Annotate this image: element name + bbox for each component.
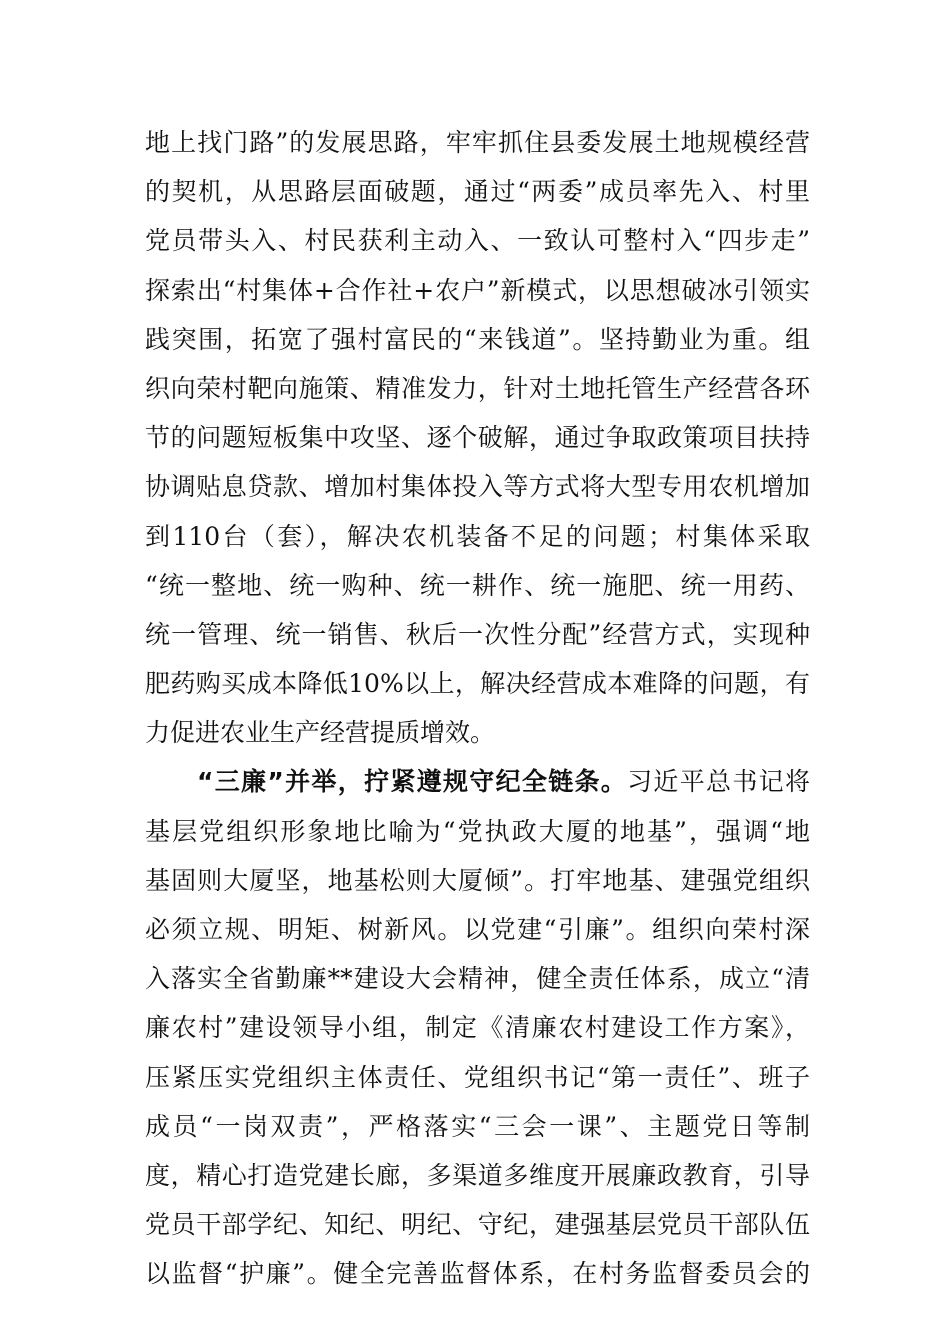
paragraph-2 [145, 757, 810, 1298]
paragraph-line: 织向荣村靶向施策、精准发力，针对土地托管生产经营各环 [145, 373, 810, 403]
paragraph-line: 必须立规、明矩、树新风。以党建“引廉”。组织向荣村深 [145, 915, 810, 944]
paragraph-line-rest: 习近平总书记将 [627, 767, 810, 797]
paragraph-line: 入落实全省勤廉**建设大会精神，健全责任体系，成立“清 [145, 964, 810, 994]
paragraph-1 [145, 118, 810, 757]
paragraph-line: 党员干部学纪、知纪、明纪、守纪，建强基层党员干部队伍 [145, 1210, 810, 1240]
paragraph-line: “统一整地、统一购种、统一耕作、统一施肥、统一用药、 [145, 570, 810, 600]
section-heading: “三廉”并举，拧紧遵规守纪全链条。 [197, 767, 628, 797]
paragraph-line: 协调贴息贷款、增加村集体投入等方式将大型专用农机增加 [145, 472, 810, 502]
paragraph-line: 成员“一岗双责”，严格落实“三会一课”、主题党日等制 [145, 1111, 810, 1141]
paragraph-line: 践突围，拓宽了强村富民的“来钱道”。坚持勤业为重。组 [145, 324, 810, 354]
paragraph-line: 压紧压实党组织主体责任、党组织书记“第一责任”、班子 [145, 1062, 810, 1092]
paragraph-line: 地上找门路”的发展思路，牢牢抓住县委发展土地规模经营 [145, 128, 810, 157]
paragraph-line: 度，精心打造党建长廊，多渠道多维度开展廉政教育，引导 [145, 1160, 810, 1190]
document-body [145, 118, 810, 1299]
paragraph-line: 基层党组织形象地比喻为“党执政大厦的地基”，强调“地 [145, 816, 810, 846]
paragraph-line: 统一管理、统一销售、秋后一次性分配”经营方式，实现种 [145, 619, 810, 649]
paragraph-line: 党员带头入、村民获利主动入、一致认可整村入“四步走” [145, 226, 810, 256]
paragraph-line: 节的问题短板集中攻坚、逐个破解，通过争取政策项目扶持 [145, 423, 810, 453]
paragraph-line: 的契机，从思路层面破题，通过“两委”成员率先入、村里 [145, 177, 810, 207]
paragraph-line: 力促进农业生产经营提质增效。 [145, 718, 496, 748]
paragraph-line: 肥药购买成本降低10%以上，解决经营成本难降的问题，有 [145, 669, 810, 699]
paragraph-first-line [145, 757, 810, 806]
paragraph-line: 基固则大厦坚，地基松则大厦倾”。打牢地基、建强党组织 [145, 865, 810, 895]
paragraph-line: 廉农村”建设领导小组，制定《清廉农村建设工作方案》， [145, 1013, 810, 1043]
paragraph-line: 探索出“村集体+合作社+农户”新模式，以思想破冰引领实 [145, 275, 810, 305]
paragraph-line: 到110台（套），解决农机装备不足的问题；村集体采取 [145, 521, 810, 551]
paragraph-line: 以监督“护廉”。健全完善监督体系，在村务监督委员会的 [145, 1259, 810, 1289]
